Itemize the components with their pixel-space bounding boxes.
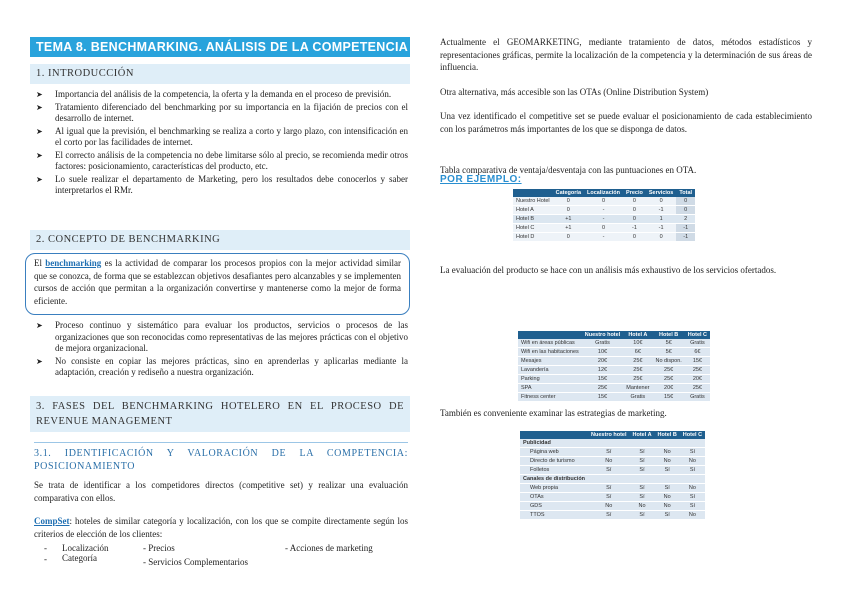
concept-bullet-list <box>36 320 408 380</box>
table-row <box>518 384 710 393</box>
table-cell: 20€ <box>652 384 684 393</box>
table-cell: 20€ <box>685 375 710 384</box>
criteria-categoria: Categoría <box>62 553 97 563</box>
table-cell: Gratis <box>685 339 710 348</box>
table-header: Total <box>676 189 695 197</box>
table-cell: Gratis <box>582 339 623 348</box>
por-ejemplo-heading: POR EJEMPLO: <box>440 174 522 185</box>
table-cell: 0 <box>584 197 623 206</box>
table-cell: Wifi en áreas públicas <box>518 339 582 348</box>
table-row <box>520 475 705 484</box>
table-cell <box>680 439 705 448</box>
table-row <box>518 348 710 357</box>
table-cell <box>680 475 705 484</box>
table-header: Precio <box>623 189 646 197</box>
table-row <box>513 224 695 233</box>
table-cell: 0 <box>646 233 676 242</box>
table-header: Hotel B <box>652 331 684 339</box>
compset-paragraph <box>34 515 408 540</box>
table-cell: Sí <box>680 466 705 475</box>
table-cell: 15€ <box>652 393 684 402</box>
definition-text: es la actividad de comparar los procesos propios con la mejor actividad similar que se conozca, de forma que se establezcan objetivos desafiantes pero alcanzables y se implementen cursos de acción que permitan a la organización convertirse y mantenerse como la mejor de forma eficiente. <box>34 258 401 306</box>
table-cell: Sí <box>588 493 629 502</box>
table-cell: Sí <box>680 493 705 502</box>
table-cell: Sí <box>630 511 655 520</box>
table-cell: Sí <box>680 502 705 511</box>
intro-bullet-list <box>36 89 408 198</box>
table-cell: Hotel A <box>513 206 553 215</box>
table-cell: 25€ <box>582 384 623 393</box>
table-cell: 0 <box>623 197 646 206</box>
table-cell: 5€ <box>652 339 684 348</box>
geomarketing-paragraph: Actualmente el GEOMARKETING, mediante tratamiento de datos, métodos estadísticos y representaciones gráficas, permite la localización de la competencia y la determinación de sus áreas de influencia. <box>440 37 812 72</box>
table-row <box>520 466 705 475</box>
table-cell: Sí <box>680 448 705 457</box>
definition-prefix: El <box>34 258 46 268</box>
table-cell: Wifi en las habitaciones <box>518 348 582 357</box>
table-cell: Sí <box>655 466 680 475</box>
table-cell: 0 <box>676 206 695 215</box>
table-cell: No <box>680 457 705 466</box>
table-cell: TTOS <box>520 511 588 520</box>
table-cell: 2 <box>676 215 695 224</box>
table-cell: Sí <box>630 484 655 493</box>
benchmarking-keyword: benchmarking <box>45 258 102 268</box>
table-cell: OTAs <box>520 493 588 502</box>
services-table <box>518 331 710 402</box>
table-cell: Publicidad <box>520 439 588 448</box>
table-cell <box>655 475 680 484</box>
list-item: ➤ Lo suele realizar el departamento de Marketing, pero los resultados debe conocerlos y saber interpretarlos el RMr. <box>36 174 408 197</box>
table-cell: 0 <box>623 233 646 242</box>
table-cell: 25€ <box>623 375 652 384</box>
section-heading-concepto: 2. CONCEPTO DE BENCHMARKING <box>30 230 410 250</box>
table-row <box>518 393 710 402</box>
subsection-heading-identificacion: 3.1. IDENTIFICACIÓN Y VALORACIÓN DE LA COMPETENCIA: POSICIONAMIENTO <box>34 442 408 473</box>
table-row <box>520 448 705 457</box>
table-cell: Gratis <box>623 393 652 402</box>
table-cell: 0 <box>623 206 646 215</box>
criteria-bullet: - <box>44 554 47 564</box>
table-cell: Sí <box>588 466 629 475</box>
table-header: Hotel A <box>623 331 652 339</box>
table-row <box>518 375 710 384</box>
table-cell: - <box>584 206 623 215</box>
table-cell: Lavandería <box>518 366 582 375</box>
table-row <box>513 233 695 242</box>
table-cell: Mantener <box>623 384 652 393</box>
table-cell: 25€ <box>652 375 684 384</box>
table-cell: 10€ <box>623 339 652 348</box>
table-cell: No <box>630 502 655 511</box>
table-header: Nuestro hotel <box>582 331 623 339</box>
table-cell: No <box>680 484 705 493</box>
table-cell: 0 <box>646 197 676 206</box>
table-row <box>518 339 710 348</box>
table-cell: No <box>655 457 680 466</box>
table-header <box>520 431 588 439</box>
table-row <box>518 366 710 375</box>
table-row <box>520 511 705 520</box>
table-row <box>520 457 705 466</box>
table-cell: 25€ <box>623 366 652 375</box>
table-cell: 0 <box>553 206 584 215</box>
table-cell: Sí <box>588 511 629 520</box>
list-item: ➤ Tratamiento diferenciado del benchmarking por su importancia en la fijación de precios con el desarrollo de internet. <box>36 102 408 125</box>
table-row <box>520 439 705 448</box>
table-cell: Mesajes <box>518 357 582 366</box>
table-cell: Sí <box>588 484 629 493</box>
table-cell: No <box>588 457 629 466</box>
table-cell: Fitness center <box>518 393 582 402</box>
table-cell: 0 <box>584 224 623 233</box>
list-item: ➤ Importancia del análisis de la competencia, la oferta y la demanda en el proceso de previsión. <box>36 89 408 101</box>
table-cell: Sí <box>655 511 680 520</box>
table-header: Hotel C <box>685 331 710 339</box>
positioning-paragraph: Una vez identificado el competitive set se puede evaluar el posicionamiento de cada establecimiento con los parámetros más importantes de los que se disponga de datos. <box>440 111 812 134</box>
table-cell: Hotel C <box>513 224 553 233</box>
section-heading-introduccion: 1. INTRODUCCIÓN <box>30 64 410 84</box>
table-cell: Gratis <box>685 393 710 402</box>
table-cell: 15€ <box>582 375 623 384</box>
ota-score-table <box>513 189 695 242</box>
table-cell: 15€ <box>582 393 623 402</box>
table-cell: Sí <box>630 493 655 502</box>
table-cell: Página web <box>520 448 588 457</box>
page-title: TEMA 8. BENCHMARKING. ANÁLISIS DE LA COMPETENCIA <box>30 37 410 57</box>
table-cell: 15€ <box>685 357 710 366</box>
table-cell: +1 <box>553 215 584 224</box>
table-header: Localización <box>584 189 623 197</box>
table-row <box>520 484 705 493</box>
table-cell: 6€ <box>685 348 710 357</box>
table-cell: 0 <box>553 233 584 242</box>
table-cell: Parking <box>518 375 582 384</box>
table-cell: 25€ <box>685 366 710 375</box>
table-cell: SPA <box>518 384 582 393</box>
table-cell: 20€ <box>582 357 623 366</box>
table-cell: Nuestro Hotel <box>513 197 553 206</box>
table-cell: Folletos <box>520 466 588 475</box>
table-cell: Sí <box>655 484 680 493</box>
table-cell: No <box>680 511 705 520</box>
table-cell: No dispon. <box>652 357 684 366</box>
table-cell: Hotel B <box>513 215 553 224</box>
table-cell: No <box>655 502 680 511</box>
table-cell <box>588 475 629 484</box>
table-row <box>513 197 695 206</box>
criteria-localizacion: Localización <box>62 543 109 553</box>
table-cell: 12€ <box>582 366 623 375</box>
table-row <box>513 206 695 215</box>
table-row <box>518 357 710 366</box>
table-cell <box>630 439 655 448</box>
table-cell: -1 <box>646 224 676 233</box>
table-cell: 6€ <box>623 348 652 357</box>
table-cell: Web propia <box>520 484 588 493</box>
table-cell: -1 <box>623 224 646 233</box>
list-item: ➤ Al igual que la previsión, el benchmarking se realiza a corto y largo plazo, con intensificación en el corto por las facilidades de internet. <box>36 126 408 149</box>
criteria-bullet: - <box>44 543 47 553</box>
table-cell <box>588 439 629 448</box>
table-cell: Sí <box>630 448 655 457</box>
table-cell: -1 <box>676 233 695 242</box>
table-cell: GDS <box>520 502 588 511</box>
table-header: Nuestro hotel <box>588 431 629 439</box>
table-cell: No <box>588 502 629 511</box>
table-cell: 25€ <box>652 366 684 375</box>
table-cell: -1 <box>676 224 695 233</box>
table-cell: 5€ <box>652 348 684 357</box>
table-cell: - <box>584 233 623 242</box>
list-item: ➤ El correcto análisis de la competencia no debe limitarse sólo al precio, se recomienda medir otros factores: posicionamiento, características del producto, etc. <box>36 150 408 173</box>
table-cell: 25€ <box>685 384 710 393</box>
table-cell: 0 <box>676 197 695 206</box>
table-cell: No <box>655 448 680 457</box>
table-cell: 0 <box>553 197 584 206</box>
criteria-servicios: - Servicios Complementarios <box>143 557 248 567</box>
table-cell: 25€ <box>623 357 652 366</box>
definition-box <box>25 253 410 315</box>
table-cell: - <box>584 215 623 224</box>
table-header: Categoría <box>553 189 584 197</box>
table-header: Hotel B <box>655 431 680 439</box>
table-cell: Hotel D <box>513 233 553 242</box>
table-cell <box>655 439 680 448</box>
list-item: ➤ No consiste en copiar las mejores prácticas, sino en aprenderlas y aplicarlas mediante la adaptación, creación y rediseño a nuestra organización. <box>36 356 408 379</box>
table-cell: No <box>655 493 680 502</box>
compset-text: : hoteles de similar categoría y localización, con los que se compite directamente según los criterios de elección de los clientes: <box>34 516 408 539</box>
table-header <box>518 331 582 339</box>
table-cell: Canales de distribución <box>520 475 588 484</box>
table-cell: -1 <box>646 206 676 215</box>
table-header <box>513 189 553 197</box>
services-paragraph: La evaluación del producto se hace con un análisis más exhaustivo de los servicios ofertados. <box>440 265 777 275</box>
table-header: Hotel A <box>630 431 655 439</box>
criteria-marketing: - Acciones de marketing <box>285 543 373 553</box>
table-cell: +1 <box>553 224 584 233</box>
table-cell: 10€ <box>582 348 623 357</box>
table-row <box>513 215 695 224</box>
table-cell: Sí <box>588 448 629 457</box>
list-item: ➤ Proceso continuo y sistemático para evaluar los productos, servicios o procesos de las organizaciones que son reconocidas como representativas de las mejores prácticas con el objetivo de mejora organizacional. <box>36 320 408 355</box>
table-cell <box>630 475 655 484</box>
table-cell: Sí <box>630 457 655 466</box>
table-cell: 0 <box>623 215 646 224</box>
section-heading-fases: 3. FASES DEL BENCHMARKING HOTELERO EN EL PROCESO DE REVENUE MANAGEMENT <box>30 396 410 432</box>
table-row <box>520 502 705 511</box>
compset-keyword: CompSet <box>34 516 70 526</box>
marketing-paragraph: También es conveniente examinar las estrategias de marketing. <box>440 408 667 418</box>
table-row <box>520 493 705 502</box>
otas-paragraph: Otra alternativa, más accesible son las OTAs (Online Distribution System) <box>440 87 709 97</box>
table-cell: Sí <box>630 466 655 475</box>
identification-paragraph: Se trata de identificar a los competidores directos (competitive set) y realizar una evaluación comparativa con ellos. <box>34 480 408 503</box>
ota-table-caption: Tabla comparativa de ventaja/desventaja con las puntuaciones en OTA. <box>440 165 697 175</box>
table-cell: Directo de turismo <box>520 457 588 466</box>
marketing-table <box>520 431 705 520</box>
table-cell: 1 <box>646 215 676 224</box>
table-header: Servicios <box>646 189 676 197</box>
table-header: Hotel C <box>680 431 705 439</box>
criteria-precios: - Precios <box>143 543 175 553</box>
